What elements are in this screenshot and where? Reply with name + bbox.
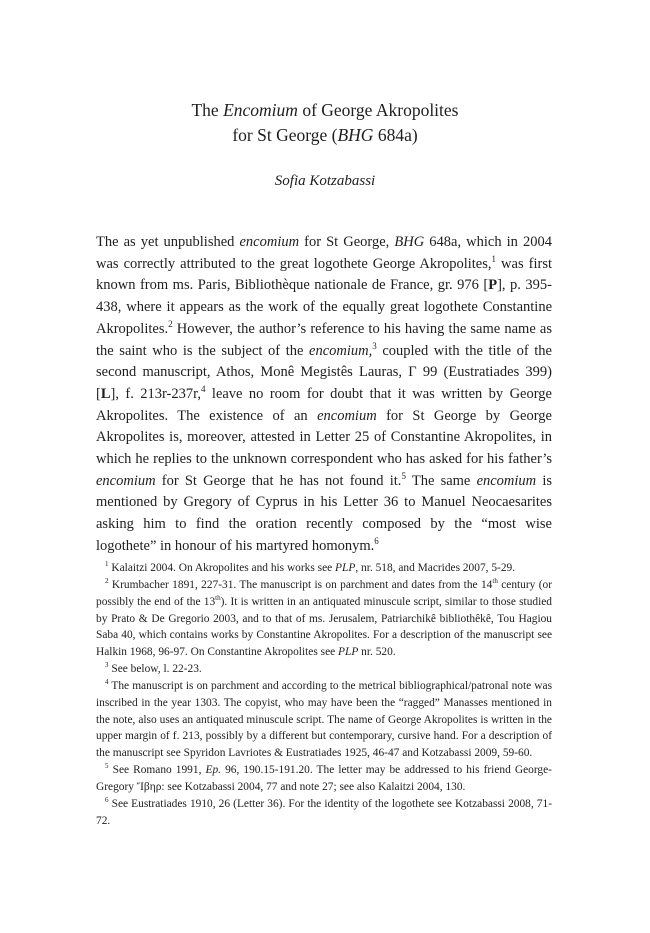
body-paragraph <box>96 232 552 558</box>
body-italic-run: encomium <box>317 407 377 424</box>
body-italic-run: encomium <box>239 234 300 250</box>
footnote-number: 1 <box>105 560 109 569</box>
title-line-1 <box>0 98 650 123</box>
footnote-text: century (or possibly the end of the 13 <box>96 578 552 608</box>
title-text: 684a) <box>373 125 418 145</box>
title-text: The <box>191 100 224 120</box>
footnote-ref: 4 <box>201 384 206 395</box>
footnote-text: See below, l. 22-23. <box>108 663 202 676</box>
footnote-1 <box>96 560 552 577</box>
title-italic-text: Encomium <box>223 100 298 120</box>
footnote-italic: PLP <box>335 562 356 574</box>
footnote-text: 96, 190.15-191.20. The letter may be addressed to his friend George-Gregory Ἴβηρ: see Kotzabassi 2004, 77 and note 27; see also Kalaitzi 2004, 130. <box>96 764 552 793</box>
author-name: Sofia Kotzabassi <box>274 173 376 189</box>
footnote-number: 5 <box>105 762 109 771</box>
body-text <box>96 232 552 558</box>
footnote-number: 2 <box>105 577 109 586</box>
footnote-text: Kalaitzi 2004. On Akropolites and his works see <box>108 562 336 574</box>
manuscript-siglum: P <box>488 277 498 294</box>
body-text-run: for St George, <box>299 234 395 250</box>
body-text-run: leave no room for doubt that it was written by George Akropolites. The existence of an <box>96 385 552 424</box>
footnote-ref: 3 <box>372 340 377 351</box>
body-text-run: ], f. 213r-237r, <box>110 385 201 402</box>
footnote-text: , nr. 518, and Macrides 2007, 5-29. <box>355 562 516 574</box>
footnote-ref: 5 <box>401 470 406 481</box>
body-text-run: The same <box>405 472 477 489</box>
body-text-run: for St George by George Akropolites is, moreover, attested in Letter 25 of Constantine Akropolites, in which he replies to the unknown correspondent who has asked for his father’s <box>96 407 552 468</box>
body-italic-run: encomium, <box>309 342 373 359</box>
footnote-text: Krumbacher 1891, 227-31. The manuscript is on parchment and dates from the 14 <box>108 578 493 591</box>
footnote-italic: PLP <box>338 646 359 659</box>
body-text-run: 648a, which in 2004 was correctly attributed to the great logothete George Akropolites, <box>96 234 552 272</box>
body-text-run: coupled with the title of the second manuscript, Athos, Monê Megistês Lauras, Γ 99 (Eustratiades 399) [ <box>96 342 552 402</box>
title-text: for St George ( <box>232 125 338 145</box>
body-text-run: was first known from ms. Paris, Bibliothèque nationale de France, gr. 976 [ <box>96 255 552 294</box>
footnote-5 <box>96 762 552 796</box>
footnote-6 <box>96 796 552 830</box>
footnote-ref: 2 <box>168 318 173 329</box>
footnote-text: The manuscript is on parchment and according to the metrical bibliographical/patronal note was inscribed in the year 1303. The copyist, who may have been the “ragged” Manasses mentioned in the note, also uses an antiquated minuscule script. The name of George Akropolites is written in the upper margin of f. 213, possibly by a different but contemporary, cursive hand. For a description of the manuscript see Spyridon Lavriotes & Eustratiades 1925, 46-47 and Kotzabassi 2009, 59-60. <box>96 679 552 760</box>
body-text-run: ], p. 395-438, where it appears as the work of the equally great logothete Constantine Akropolites. <box>96 277 552 337</box>
body-italic-run: encomium <box>476 472 537 489</box>
article-title <box>0 98 650 148</box>
footnote-text: ). It is written in an antiquated minuscule script, similar to those studied by Prato & De Gregorio 2003, and to that of ms. Jerusalem, Patriarchikê bibliothêkê, Tou Hagiou Saba 40, which contains works by Constantine Akropolites. For a description of the manuscript see Halkin 1968, 96-97. On Constantine Akropolites see <box>96 595 553 659</box>
title-line-2 <box>0 123 650 148</box>
footnote-text: See Romano 1991, <box>108 764 206 777</box>
ordinal-suffix: th <box>215 593 221 602</box>
footnote-number: 6 <box>105 796 109 805</box>
footnote-ref: 6 <box>374 536 379 547</box>
footnote-number: 3 <box>105 661 109 670</box>
body-text-run: The as yet unpublished <box>96 234 240 250</box>
body-text-run: is mentioned by Gregory of Cyprus in his Letter 36 to Manuel Neocaesarites asking him to find the oration recently composed by the “most wise logothete” in honour of his martyred homonym. <box>96 472 553 554</box>
footnote-text: nr. 520. <box>358 646 396 659</box>
footnote-4 <box>96 678 552 762</box>
footnotes <box>96 560 552 830</box>
manuscript-siglum: L <box>100 385 111 402</box>
footnote-3 <box>96 661 552 678</box>
title-text: of George Akropolites <box>297 100 459 120</box>
body-italic-run: BHG <box>394 234 425 250</box>
footnote-ref: 1 <box>491 253 497 264</box>
body-text-run: for St George that he has not found it. <box>155 472 402 489</box>
body-italic-run: encomium <box>96 472 156 489</box>
footnote-italic: Ep. <box>205 764 222 777</box>
body-text-run: However, the author’s reference to his having the same name as the saint who is the subject of the <box>96 320 552 359</box>
title-italic-text: BHG <box>337 125 374 145</box>
footnote-2 <box>96 577 552 661</box>
footnote-text: See Eustratiades 1910, 26 (Letter 36). For the identity of the logothete see Kotzabassi 2008, 71-72. <box>96 797 552 827</box>
ordinal-suffix: th <box>492 577 498 586</box>
footnote-number: 4 <box>105 678 109 687</box>
